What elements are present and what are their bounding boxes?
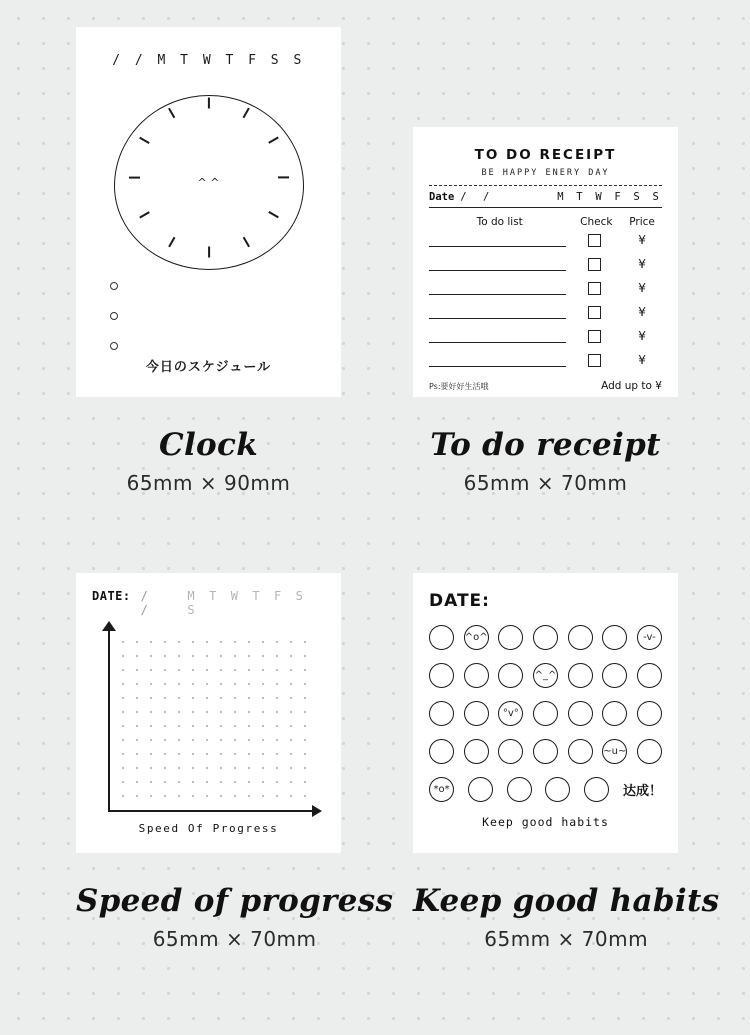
- bullet-icon: [110, 312, 118, 320]
- habit-circle[interactable]: [602, 701, 627, 726]
- habit-circle[interactable]: [464, 739, 489, 764]
- y-axis-arrow-icon: [102, 621, 116, 631]
- habit-circle[interactable]: [498, 625, 523, 650]
- achievement-label: 达成！: [622, 784, 662, 799]
- table-row: [429, 348, 662, 372]
- table-row: [429, 228, 662, 252]
- write-line[interactable]: [429, 270, 566, 271]
- footer-total-label: Add up to ¥: [601, 380, 662, 392]
- clock-date-header: / / M T W T F S S: [112, 53, 305, 68]
- price-currency: ¥: [638, 305, 646, 319]
- todo-rows: [429, 228, 662, 372]
- y-axis: [108, 627, 110, 812]
- habit-circle[interactable]: [568, 663, 593, 688]
- caption-title: Clock: [159, 427, 258, 463]
- item-clock: [76, 27, 341, 495]
- habit-circle[interactable]: [533, 701, 558, 726]
- bullet-icon: [110, 342, 118, 350]
- write-line[interactable]: [429, 294, 566, 295]
- habit-circle[interactable]: [507, 777, 532, 802]
- habit-circle[interactable]: [498, 663, 523, 688]
- checkbox[interactable]: [588, 234, 601, 247]
- habit-circle-face[interactable]: ~u~: [602, 739, 627, 764]
- table-row: [429, 324, 662, 348]
- solid-divider: [429, 207, 662, 208]
- date-label: DATE:: [92, 589, 131, 603]
- date-slashes: / /: [140, 589, 154, 617]
- clock-face: [114, 95, 304, 270]
- habit-circle[interactable]: [602, 625, 627, 650]
- habit-circle[interactable]: [464, 663, 489, 688]
- checkbox[interactable]: [588, 306, 601, 319]
- price-currency: ¥: [638, 233, 646, 247]
- habit-circle[interactable]: [533, 625, 558, 650]
- habit-circle[interactable]: [533, 739, 558, 764]
- habit-row: [429, 663, 662, 688]
- date-slashes: / /: [460, 191, 495, 203]
- todo-subtitle: BE HAPPY ENERY DAY: [481, 168, 610, 178]
- habit-circle-face[interactable]: °v°: [498, 701, 523, 726]
- todo-title: TO DO RECEIPT: [474, 147, 617, 163]
- dot-grid: [116, 635, 310, 804]
- habit-circle[interactable]: [637, 663, 662, 688]
- caption-size: 65mm × 70mm: [152, 927, 317, 951]
- habit-circle[interactable]: [429, 739, 454, 764]
- keep-good-habits-card: [413, 573, 678, 853]
- checkbox[interactable]: [588, 282, 601, 295]
- write-line[interactable]: [429, 342, 566, 343]
- price-currency: ¥: [638, 353, 646, 367]
- speed-of-progress-card: [76, 573, 341, 853]
- habit-circle[interactable]: [498, 739, 523, 764]
- habit-circle[interactable]: [584, 777, 609, 802]
- x-axis-arrow-icon: [312, 805, 322, 817]
- write-line[interactable]: [429, 366, 566, 367]
- bullet-icon: [110, 282, 118, 290]
- dashed-divider: [429, 185, 662, 186]
- caption-size: 65mm × 70mm: [484, 927, 649, 951]
- habit-circle[interactable]: [429, 663, 454, 688]
- habit-circle[interactable]: [568, 701, 593, 726]
- column-header-price: Price: [629, 216, 655, 228]
- habits-caption: [413, 883, 719, 951]
- habit-circle[interactable]: [468, 777, 493, 802]
- caption-size: 65mm × 70mm: [463, 471, 628, 495]
- habit-circle[interactable]: [429, 701, 454, 726]
- habit-row: [429, 625, 662, 650]
- habit-circle-face[interactable]: ^_^: [533, 663, 558, 688]
- habit-grid: [429, 625, 662, 802]
- item-speed-of-progress: [76, 573, 393, 951]
- todo-receipt-card: [413, 127, 678, 397]
- x-axis: [108, 810, 316, 812]
- habits-footer-label: Keep good habits: [482, 815, 609, 829]
- clock-caption: [76, 427, 341, 495]
- todo-column-headers: [429, 216, 662, 228]
- caption-title: Speed of progress: [76, 883, 394, 919]
- speed-date-row: [92, 589, 325, 617]
- price-currency: ¥: [638, 257, 646, 271]
- habit-row: [429, 739, 662, 764]
- habit-circle-face[interactable]: *o*: [429, 777, 454, 802]
- habit-row: [429, 777, 662, 802]
- habit-circle[interactable]: [429, 625, 454, 650]
- habit-row: [429, 701, 662, 726]
- column-header-check: Check: [580, 216, 613, 228]
- table-row: [429, 276, 662, 300]
- table-row: [429, 300, 662, 324]
- date-label: DATE:: [429, 591, 490, 611]
- item-to-do-receipt: [413, 127, 678, 495]
- caption-title: To do receipt: [430, 427, 661, 463]
- price-currency: ¥: [638, 329, 646, 343]
- column-header-todolist: To do list: [476, 216, 523, 228]
- habit-circle[interactable]: [637, 701, 662, 726]
- footer-note: Ps:要好好生活哦: [429, 382, 489, 391]
- habit-circle[interactable]: [602, 663, 627, 688]
- write-line[interactable]: [429, 246, 566, 247]
- habit-circle[interactable]: [568, 739, 593, 764]
- habit-circle-face[interactable]: ^o^: [464, 625, 489, 650]
- progress-chart: [92, 627, 316, 812]
- price-currency: ¥: [638, 281, 646, 295]
- clock-footer-label: 今日のスケジュール: [145, 360, 272, 375]
- caption-size: 65mm × 90mm: [126, 471, 291, 495]
- habit-circle[interactable]: [464, 701, 489, 726]
- table-row: [429, 252, 662, 276]
- habit-circle[interactable]: [637, 739, 662, 764]
- weekday-letters: M T W F S S: [557, 191, 662, 203]
- habit-circle[interactable]: [568, 625, 593, 650]
- smiley-face-icon: ^ ^: [197, 176, 220, 189]
- todo-caption: [413, 427, 678, 495]
- todo-date-row: [429, 191, 662, 203]
- item-keep-good-habits: [413, 573, 719, 951]
- write-line[interactable]: [429, 318, 566, 319]
- habit-circle[interactable]: [545, 777, 570, 802]
- checkbox[interactable]: [588, 330, 601, 343]
- speed-caption: [76, 883, 393, 951]
- habit-circle-face[interactable]: -v-: [637, 625, 662, 650]
- caption-title: Keep good habits: [413, 883, 720, 919]
- todo-footer: [429, 380, 662, 392]
- checkbox[interactable]: [588, 258, 601, 271]
- weekday-letters: M T W T F S S: [187, 589, 307, 617]
- date-label: Date: [429, 191, 455, 203]
- checkbox[interactable]: [588, 354, 601, 367]
- chart-axis-label: Speed Of Progress: [138, 822, 279, 835]
- clock-card: [76, 27, 341, 397]
